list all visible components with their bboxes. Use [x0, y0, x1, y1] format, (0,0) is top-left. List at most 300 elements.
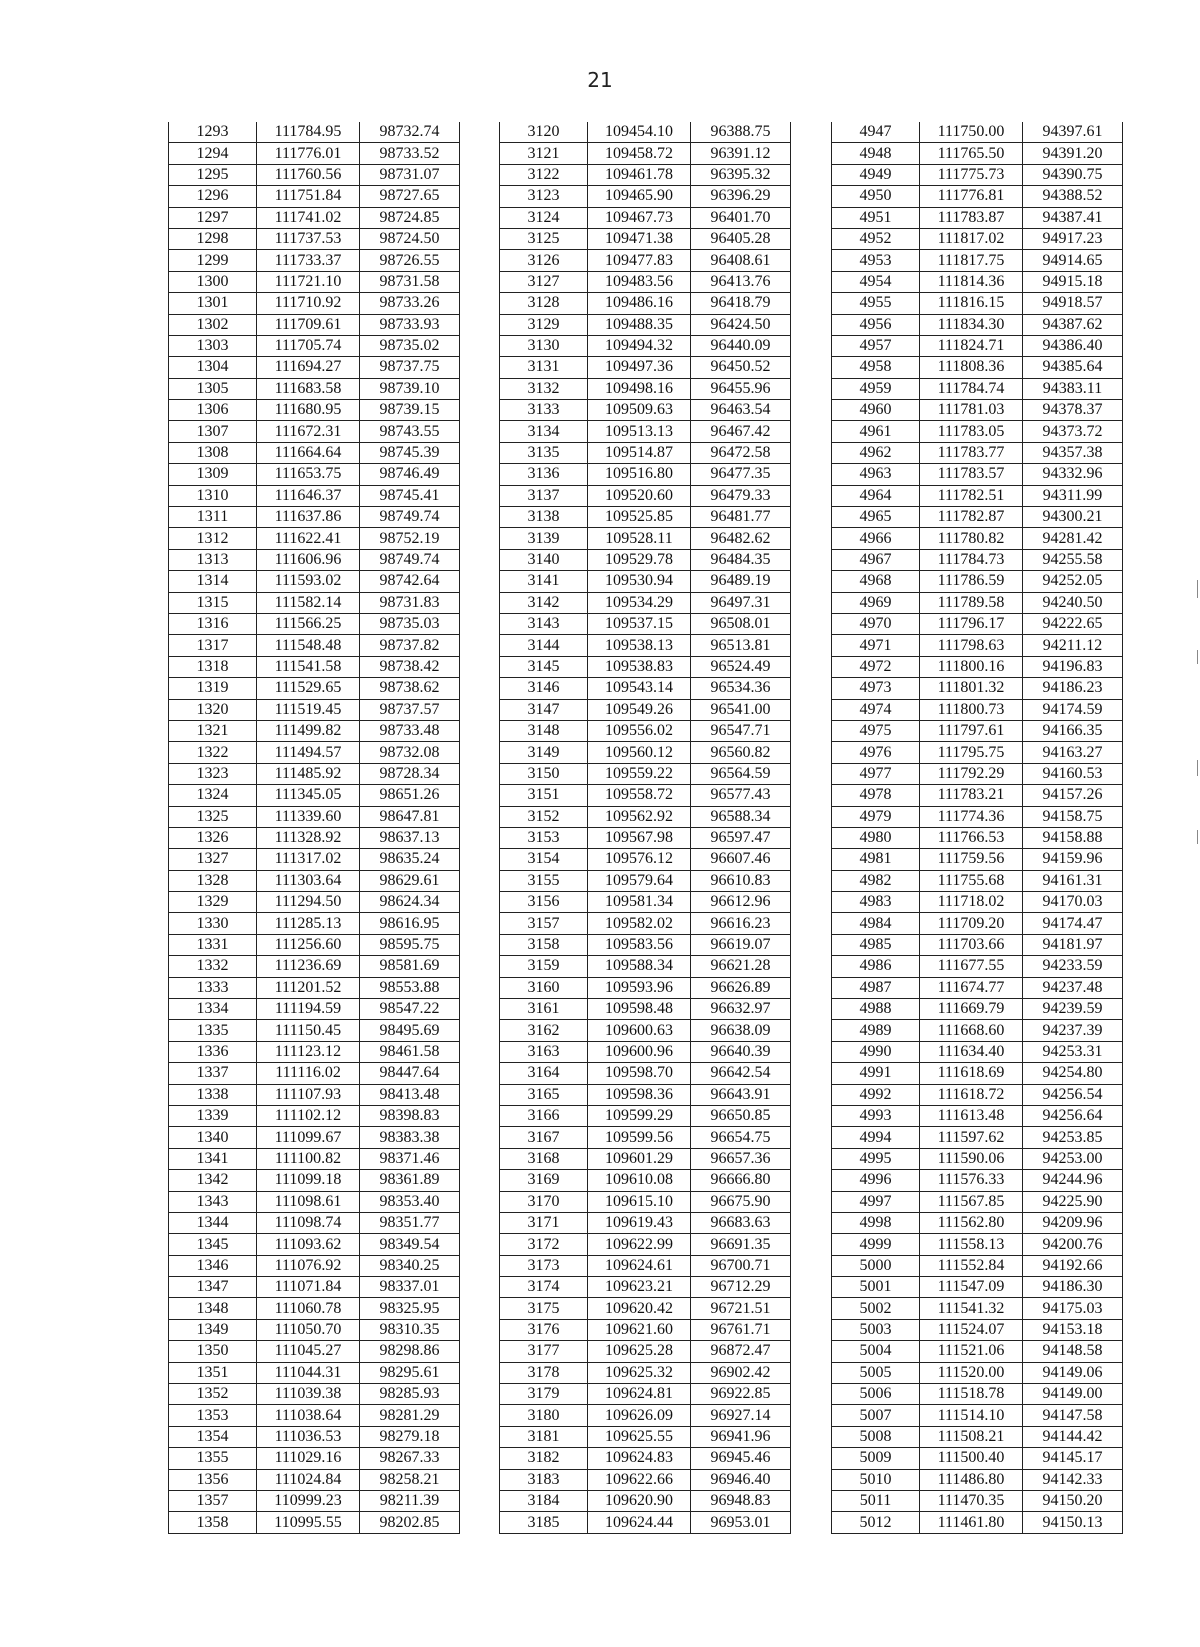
- x-coordinate-cell: 111816.15: [920, 293, 1023, 314]
- x-coordinate-cell: 109486.16: [588, 293, 691, 314]
- y-coordinate-cell: 94186.23: [1023, 678, 1123, 699]
- point-number-cell: 3178: [500, 1362, 588, 1383]
- point-number-cell: 1298: [169, 228, 257, 249]
- y-coordinate-cell: 98279.18: [360, 1426, 460, 1447]
- point-number-cell: 3148: [500, 720, 588, 741]
- x-coordinate-cell: 111824.71: [920, 335, 1023, 356]
- x-coordinate-cell: 111099.67: [257, 1127, 360, 1148]
- table-row: [169, 592, 460, 613]
- x-coordinate-cell: 111751.84: [257, 186, 360, 207]
- point-number-cell: 5001: [832, 1277, 920, 1298]
- y-coordinate-cell: 96640.39: [691, 1041, 791, 1062]
- y-coordinate-cell: 94144.42: [1023, 1426, 1123, 1447]
- x-coordinate-cell: 111733.37: [257, 250, 360, 271]
- x-coordinate-cell: 111618.72: [920, 1084, 1023, 1105]
- scan-edge-mark: [1197, 650, 1198, 664]
- y-coordinate-cell: 98637.13: [360, 827, 460, 848]
- y-coordinate-cell: 96642.54: [691, 1063, 791, 1084]
- point-number-cell: 1300: [169, 271, 257, 292]
- x-coordinate-cell: 111518.78: [920, 1384, 1023, 1405]
- x-coordinate-cell: 111547.09: [920, 1277, 1023, 1298]
- y-coordinate-cell: 98211.39: [360, 1491, 460, 1512]
- table-row: [169, 1170, 460, 1191]
- x-coordinate-cell: 109599.29: [588, 1105, 691, 1126]
- table-row: [500, 485, 791, 506]
- y-coordinate-cell: 98733.26: [360, 293, 460, 314]
- y-coordinate-cell: 98731.07: [360, 164, 460, 185]
- x-coordinate-cell: 111776.01: [257, 143, 360, 164]
- point-number-cell: 5006: [832, 1384, 920, 1405]
- table-row: [832, 806, 1123, 827]
- point-number-cell: 3149: [500, 742, 588, 763]
- table-row: [832, 1362, 1123, 1383]
- table-row: [169, 763, 460, 784]
- y-coordinate-cell: 96683.63: [691, 1212, 791, 1233]
- table-row: [500, 1063, 791, 1084]
- table-row: [500, 1212, 791, 1233]
- point-number-cell: 3176: [500, 1319, 588, 1340]
- y-coordinate-cell: 96395.32: [691, 164, 791, 185]
- x-coordinate-cell: 111071.84: [257, 1277, 360, 1298]
- table-row: [500, 1319, 791, 1340]
- point-number-cell: 1315: [169, 592, 257, 613]
- y-coordinate-cell: 98749.74: [360, 507, 460, 528]
- table-row: [832, 464, 1123, 485]
- y-coordinate-cell: 94253.00: [1023, 1148, 1123, 1169]
- point-number-cell: 3171: [500, 1212, 588, 1233]
- x-coordinate-cell: 111766.53: [920, 827, 1023, 848]
- table-row: [169, 977, 460, 998]
- x-coordinate-cell: 109626.09: [588, 1405, 691, 1426]
- point-number-cell: 3161: [500, 999, 588, 1020]
- y-coordinate-cell: 98738.62: [360, 678, 460, 699]
- point-number-cell: 4947: [832, 122, 920, 143]
- x-coordinate-cell: 111194.59: [257, 999, 360, 1020]
- point-number-cell: 3174: [500, 1277, 588, 1298]
- table-row: [169, 1020, 460, 1041]
- table-row: [500, 592, 791, 613]
- x-coordinate-cell: 111672.31: [257, 421, 360, 442]
- y-coordinate-cell: 98731.58: [360, 271, 460, 292]
- table-row: [832, 1255, 1123, 1276]
- point-number-cell: 3155: [500, 870, 588, 891]
- x-coordinate-cell: 111499.82: [257, 720, 360, 741]
- table-row: [500, 464, 791, 485]
- x-coordinate-cell: 109625.32: [588, 1362, 691, 1383]
- point-number-cell: 1309: [169, 464, 257, 485]
- point-number-cell: 5009: [832, 1448, 920, 1469]
- x-coordinate-cell: 111529.65: [257, 678, 360, 699]
- y-coordinate-cell: 96481.77: [691, 507, 791, 528]
- y-coordinate-cell: 94150.20: [1023, 1491, 1123, 1512]
- point-number-cell: 3154: [500, 849, 588, 870]
- x-coordinate-cell: 109513.13: [588, 421, 691, 442]
- y-coordinate-cell: 94239.59: [1023, 999, 1123, 1020]
- point-number-cell: 1353: [169, 1405, 257, 1426]
- x-coordinate-cell: 109471.38: [588, 228, 691, 249]
- x-coordinate-cell: 111705.74: [257, 335, 360, 356]
- x-coordinate-cell: 111765.50: [920, 143, 1023, 164]
- x-coordinate-cell: 109581.34: [588, 892, 691, 913]
- y-coordinate-cell: 98647.81: [360, 806, 460, 827]
- x-coordinate-cell: 111039.38: [257, 1384, 360, 1405]
- y-coordinate-cell: 94253.31: [1023, 1041, 1123, 1062]
- point-number-cell: 1356: [169, 1469, 257, 1490]
- y-coordinate-cell: 98337.01: [360, 1277, 460, 1298]
- x-coordinate-cell: 111098.61: [257, 1191, 360, 1212]
- y-coordinate-cell: 94163.27: [1023, 742, 1123, 763]
- table-row: [169, 999, 460, 1020]
- point-number-cell: 1350: [169, 1341, 257, 1362]
- point-number-cell: 3132: [500, 378, 588, 399]
- table-row: [169, 549, 460, 570]
- table-row: [832, 592, 1123, 613]
- x-coordinate-cell: 111541.32: [920, 1298, 1023, 1319]
- point-number-cell: 4963: [832, 464, 920, 485]
- y-coordinate-cell: 96902.42: [691, 1362, 791, 1383]
- x-coordinate-cell: 109538.83: [588, 656, 691, 677]
- x-coordinate-cell: 109598.36: [588, 1084, 691, 1105]
- point-number-cell: 3158: [500, 934, 588, 955]
- x-coordinate-cell: 111201.52: [257, 977, 360, 998]
- x-coordinate-cell: 111634.40: [920, 1041, 1023, 1062]
- point-number-cell: 3129: [500, 314, 588, 335]
- table-row: [169, 122, 460, 143]
- point-number-cell: 1319: [169, 678, 257, 699]
- y-coordinate-cell: 94161.31: [1023, 870, 1123, 891]
- point-number-cell: 3162: [500, 1020, 588, 1041]
- point-number-cell: 4968: [832, 571, 920, 592]
- x-coordinate-cell: 111294.50: [257, 892, 360, 913]
- point-number-cell: 1337: [169, 1063, 257, 1084]
- x-coordinate-cell: 110995.55: [257, 1512, 360, 1533]
- x-coordinate-cell: 111783.05: [920, 421, 1023, 442]
- table-row: [832, 164, 1123, 185]
- table-row: [500, 678, 791, 699]
- y-coordinate-cell: 96467.42: [691, 421, 791, 442]
- point-number-cell: 1326: [169, 827, 257, 848]
- x-coordinate-cell: 111494.57: [257, 742, 360, 763]
- table-row: [832, 271, 1123, 292]
- y-coordinate-cell: 96388.75: [691, 122, 791, 143]
- y-coordinate-cell: 98749.74: [360, 549, 460, 570]
- x-coordinate-cell: 111664.64: [257, 442, 360, 463]
- y-coordinate-cell: 98743.55: [360, 421, 460, 442]
- y-coordinate-cell: 98325.95: [360, 1298, 460, 1319]
- point-number-cell: 1303: [169, 335, 257, 356]
- table-row: [500, 977, 791, 998]
- y-coordinate-cell: 96541.00: [691, 699, 791, 720]
- y-coordinate-cell: 98635.24: [360, 849, 460, 870]
- y-coordinate-cell: 98724.50: [360, 228, 460, 249]
- x-coordinate-cell: 111303.64: [257, 870, 360, 891]
- point-number-cell: 4983: [832, 892, 920, 913]
- table-row: [832, 613, 1123, 634]
- x-coordinate-cell: 109562.92: [588, 806, 691, 827]
- x-coordinate-cell: 111776.81: [920, 186, 1023, 207]
- table-row: [169, 1277, 460, 1298]
- table-row: [832, 827, 1123, 848]
- y-coordinate-cell: 94383.11: [1023, 378, 1123, 399]
- x-coordinate-cell: 111521.06: [920, 1341, 1023, 1362]
- y-coordinate-cell: 96418.79: [691, 293, 791, 314]
- y-coordinate-cell: 94281.42: [1023, 528, 1123, 549]
- x-coordinate-cell: 111759.56: [920, 849, 1023, 870]
- point-number-cell: 5011: [832, 1491, 920, 1512]
- y-coordinate-cell: 94373.72: [1023, 421, 1123, 442]
- table-row: [500, 1084, 791, 1105]
- y-coordinate-cell: 94386.40: [1023, 335, 1123, 356]
- x-coordinate-cell: 111760.56: [257, 164, 360, 185]
- y-coordinate-cell: 96761.71: [691, 1319, 791, 1340]
- table-row: [500, 742, 791, 763]
- y-coordinate-cell: 96588.34: [691, 806, 791, 827]
- x-coordinate-cell: 111797.61: [920, 720, 1023, 741]
- point-number-cell: 1317: [169, 635, 257, 656]
- point-number-cell: 3123: [500, 186, 588, 207]
- table-row: [832, 442, 1123, 463]
- x-coordinate-cell: 111750.00: [920, 122, 1023, 143]
- x-coordinate-cell: 111721.10: [257, 271, 360, 292]
- y-coordinate-cell: 98281.29: [360, 1405, 460, 1426]
- y-coordinate-cell: 98737.75: [360, 357, 460, 378]
- y-coordinate-cell: 94209.96: [1023, 1212, 1123, 1233]
- table-row: [500, 228, 791, 249]
- table-row: [500, 1148, 791, 1169]
- y-coordinate-cell: 94918.57: [1023, 293, 1123, 314]
- point-number-cell: 1301: [169, 293, 257, 314]
- y-coordinate-cell: 98733.48: [360, 720, 460, 741]
- point-number-cell: 3141: [500, 571, 588, 592]
- point-number-cell: 4959: [832, 378, 920, 399]
- y-coordinate-cell: 94211.12: [1023, 635, 1123, 656]
- x-coordinate-cell: 111801.32: [920, 678, 1023, 699]
- point-number-cell: 3142: [500, 592, 588, 613]
- table-row: [169, 442, 460, 463]
- point-number-cell: 3121: [500, 143, 588, 164]
- y-coordinate-cell: 98735.03: [360, 613, 460, 634]
- x-coordinate-cell: 111038.64: [257, 1405, 360, 1426]
- x-coordinate-cell: 109624.83: [588, 1448, 691, 1469]
- point-number-cell: 1305: [169, 378, 257, 399]
- table-row: [169, 1212, 460, 1233]
- table-row: [832, 1084, 1123, 1105]
- table-row: [832, 143, 1123, 164]
- x-coordinate-cell: 111798.63: [920, 635, 1023, 656]
- y-coordinate-cell: 94300.21: [1023, 507, 1123, 528]
- table-row: [500, 806, 791, 827]
- y-coordinate-cell: 94915.18: [1023, 271, 1123, 292]
- point-number-cell: 1313: [169, 549, 257, 570]
- x-coordinate-cell: 111519.45: [257, 699, 360, 720]
- x-coordinate-cell: 109576.12: [588, 849, 691, 870]
- x-coordinate-cell: 109488.35: [588, 314, 691, 335]
- table-row: [500, 250, 791, 271]
- y-coordinate-cell: 96612.96: [691, 892, 791, 913]
- table-row: [169, 870, 460, 891]
- x-coordinate-cell: 111783.77: [920, 442, 1023, 463]
- point-number-cell: 4967: [832, 549, 920, 570]
- x-coordinate-cell: 109588.34: [588, 956, 691, 977]
- table-row: [169, 293, 460, 314]
- point-number-cell: 4969: [832, 592, 920, 613]
- y-coordinate-cell: 98739.10: [360, 378, 460, 399]
- y-coordinate-cell: 94153.18: [1023, 1319, 1123, 1340]
- point-number-cell: 3166: [500, 1105, 588, 1126]
- table-row: [832, 122, 1123, 143]
- x-coordinate-cell: 111470.35: [920, 1491, 1023, 1512]
- x-coordinate-cell: 109530.94: [588, 571, 691, 592]
- point-number-cell: 3177: [500, 1341, 588, 1362]
- table-row: [169, 1191, 460, 1212]
- table-row: [832, 1426, 1123, 1447]
- table-row: [169, 1491, 460, 1512]
- y-coordinate-cell: 94158.75: [1023, 806, 1123, 827]
- y-coordinate-cell: 96513.81: [691, 635, 791, 656]
- y-coordinate-cell: 98547.22: [360, 999, 460, 1020]
- point-number-cell: 3163: [500, 1041, 588, 1062]
- x-coordinate-cell: 111653.75: [257, 464, 360, 485]
- y-coordinate-cell: 98371.46: [360, 1148, 460, 1169]
- x-coordinate-cell: 111524.07: [920, 1319, 1023, 1340]
- x-coordinate-cell: 109598.70: [588, 1063, 691, 1084]
- table-row: [832, 571, 1123, 592]
- point-number-cell: 5005: [832, 1362, 920, 1383]
- x-coordinate-cell: 111150.45: [257, 1020, 360, 1041]
- x-coordinate-cell: 111514.10: [920, 1405, 1023, 1426]
- x-coordinate-cell: 111741.02: [257, 207, 360, 228]
- table-row: [500, 870, 791, 891]
- x-coordinate-cell: 109559.22: [588, 763, 691, 784]
- y-coordinate-cell: 96872.47: [691, 1341, 791, 1362]
- table-row: [832, 678, 1123, 699]
- table-row: [500, 1127, 791, 1148]
- y-coordinate-cell: 94147.58: [1023, 1405, 1123, 1426]
- x-coordinate-cell: 111795.75: [920, 742, 1023, 763]
- table-row: [832, 228, 1123, 249]
- point-number-cell: 4977: [832, 763, 920, 784]
- table-row: [832, 1341, 1123, 1362]
- y-coordinate-cell: 98361.89: [360, 1170, 460, 1191]
- point-number-cell: 3146: [500, 678, 588, 699]
- point-number-cell: 4992: [832, 1084, 920, 1105]
- point-number-cell: 3135: [500, 442, 588, 463]
- table-row: [832, 1319, 1123, 1340]
- y-coordinate-cell: 96424.50: [691, 314, 791, 335]
- y-coordinate-cell: 98735.02: [360, 335, 460, 356]
- point-number-cell: 1297: [169, 207, 257, 228]
- point-number-cell: 3144: [500, 635, 588, 656]
- y-coordinate-cell: 96638.09: [691, 1020, 791, 1041]
- point-number-cell: 3151: [500, 785, 588, 806]
- table-row: [832, 549, 1123, 570]
- y-coordinate-cell: 94256.54: [1023, 1084, 1123, 1105]
- table-row: [832, 1148, 1123, 1169]
- y-coordinate-cell: 98447.64: [360, 1063, 460, 1084]
- point-number-cell: 5002: [832, 1298, 920, 1319]
- y-coordinate-cell: 94160.53: [1023, 763, 1123, 784]
- x-coordinate-cell: 109525.85: [588, 507, 691, 528]
- y-coordinate-cell: 98310.35: [360, 1319, 460, 1340]
- point-number-cell: 4958: [832, 357, 920, 378]
- y-coordinate-cell: 98745.39: [360, 442, 460, 463]
- table-row: [169, 1041, 460, 1062]
- y-coordinate-cell: 96945.46: [691, 1448, 791, 1469]
- table-row: [169, 742, 460, 763]
- point-number-cell: 4998: [832, 1212, 920, 1233]
- x-coordinate-cell: 111098.74: [257, 1212, 360, 1233]
- table-row: [500, 699, 791, 720]
- y-coordinate-cell: 96619.07: [691, 934, 791, 955]
- table-row: [500, 314, 791, 335]
- x-coordinate-cell: 111808.36: [920, 357, 1023, 378]
- x-coordinate-cell: 110999.23: [257, 1491, 360, 1512]
- table-row: [832, 1298, 1123, 1319]
- y-coordinate-cell: 98731.83: [360, 592, 460, 613]
- x-coordinate-cell: 109624.81: [588, 1384, 691, 1405]
- table-row: [832, 1491, 1123, 1512]
- point-number-cell: 4994: [832, 1127, 920, 1148]
- x-coordinate-cell: 111782.87: [920, 507, 1023, 528]
- table-row: [500, 827, 791, 848]
- table-row: [169, 143, 460, 164]
- x-coordinate-cell: 111486.80: [920, 1469, 1023, 1490]
- x-coordinate-cell: 109567.98: [588, 827, 691, 848]
- point-number-cell: 1333: [169, 977, 257, 998]
- y-coordinate-cell: 94397.61: [1023, 122, 1123, 143]
- x-coordinate-cell: 111680.95: [257, 400, 360, 421]
- table-row: [500, 720, 791, 741]
- x-coordinate-cell: 109465.90: [588, 186, 691, 207]
- x-coordinate-cell: 111339.60: [257, 806, 360, 827]
- x-coordinate-cell: 109624.61: [588, 1255, 691, 1276]
- y-coordinate-cell: 94914.65: [1023, 250, 1123, 271]
- y-coordinate-cell: 98616.95: [360, 913, 460, 934]
- y-coordinate-cell: 96675.90: [691, 1191, 791, 1212]
- x-coordinate-cell: 109529.78: [588, 549, 691, 570]
- point-number-cell: 3126: [500, 250, 588, 271]
- point-number-cell: 1346: [169, 1255, 257, 1276]
- table-row: [832, 1384, 1123, 1405]
- x-coordinate-cell: 109622.66: [588, 1469, 691, 1490]
- y-coordinate-cell: 94252.05: [1023, 571, 1123, 592]
- point-number-cell: 4973: [832, 678, 920, 699]
- point-number-cell: 3133: [500, 400, 588, 421]
- y-coordinate-cell: 98732.74: [360, 122, 460, 143]
- table-row: [500, 143, 791, 164]
- point-number-cell: 3180: [500, 1405, 588, 1426]
- y-coordinate-cell: 96413.76: [691, 271, 791, 292]
- point-number-cell: 1349: [169, 1319, 257, 1340]
- table-row: [169, 1148, 460, 1169]
- table-row: [169, 1234, 460, 1255]
- y-coordinate-cell: 96927.14: [691, 1405, 791, 1426]
- table-row: [500, 442, 791, 463]
- point-number-cell: 1332: [169, 956, 257, 977]
- point-number-cell: 3156: [500, 892, 588, 913]
- point-number-cell: 1293: [169, 122, 257, 143]
- point-number-cell: 4952: [832, 228, 920, 249]
- y-coordinate-cell: 96654.75: [691, 1127, 791, 1148]
- table-row: [500, 186, 791, 207]
- table-row: [500, 1384, 791, 1405]
- x-coordinate-cell: 109538.13: [588, 635, 691, 656]
- y-coordinate-cell: 96534.36: [691, 678, 791, 699]
- y-coordinate-cell: 94157.26: [1023, 785, 1123, 806]
- point-number-cell: 1343: [169, 1191, 257, 1212]
- table-body: [169, 122, 460, 1533]
- x-coordinate-cell: 111345.05: [257, 785, 360, 806]
